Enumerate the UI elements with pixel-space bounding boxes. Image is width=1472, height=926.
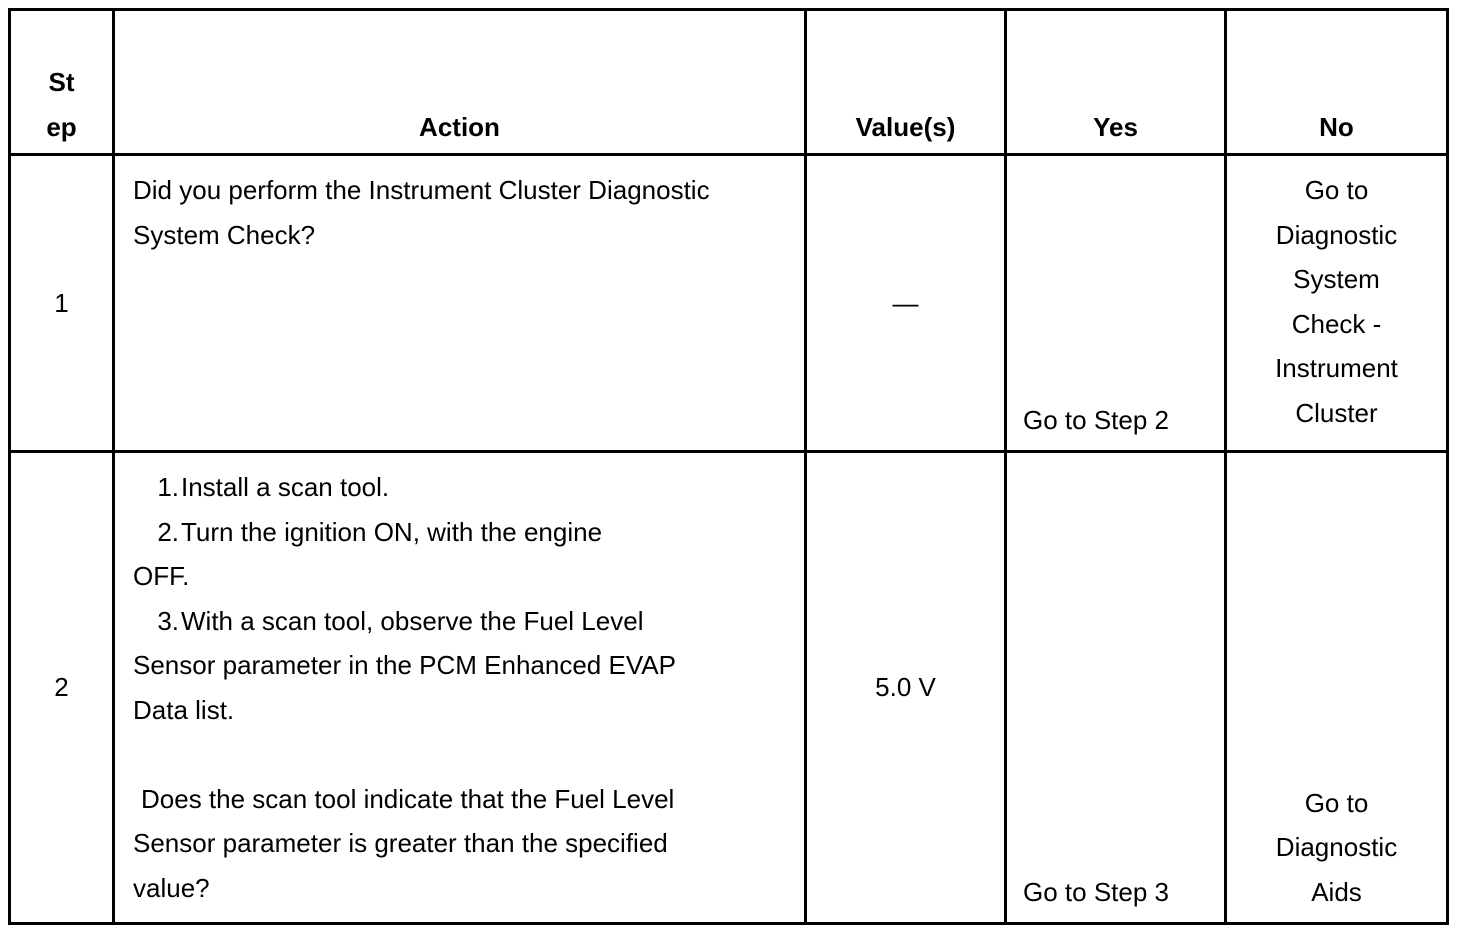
no-line: System xyxy=(1293,264,1380,294)
action-step-number: 2. xyxy=(157,516,179,547)
value-cell: 5.0 V xyxy=(806,452,1006,924)
no-line: Instrument xyxy=(1275,353,1398,383)
action-step-item xyxy=(133,510,794,555)
question-line: Sensor parameter is greater than the specified xyxy=(133,828,668,858)
header-step-line: St xyxy=(48,67,75,97)
table-row-step-2 xyxy=(10,452,1448,924)
no-line: Diagnostic xyxy=(1275,219,1398,250)
action-step-item xyxy=(133,465,794,510)
no-link-diagnostic-aids[interactable] xyxy=(1226,452,1448,924)
no-line: Go to xyxy=(1304,787,1369,818)
spacer xyxy=(133,732,794,777)
header-step xyxy=(10,10,114,155)
action-step-text: Turn the ignition ON, with the engine xyxy=(181,516,603,547)
step-number: 2 xyxy=(10,452,114,924)
yes-link-step-2[interactable]: Go to Step 2 xyxy=(1006,155,1226,452)
header-action: Action xyxy=(114,10,806,155)
question-line: value? xyxy=(133,872,210,903)
no-line: Cluster xyxy=(1295,397,1378,428)
header-no: No xyxy=(1226,10,1448,155)
action-step-text: With a scan tool, observe the Fuel Level xyxy=(181,605,644,636)
table-row-step-1 xyxy=(10,155,1448,452)
action-step-number: 1. xyxy=(157,472,179,502)
action-cell xyxy=(114,452,806,924)
header-step-line: ep xyxy=(46,111,77,142)
action-step-continuation: Data list. xyxy=(133,694,235,725)
header-row xyxy=(10,10,1448,155)
action-line: System Check? xyxy=(133,219,316,250)
no-line: Check - xyxy=(1291,308,1382,339)
diagnostic-table xyxy=(8,8,1449,925)
header-value: Value(s) xyxy=(806,10,1006,155)
step-number: 1 xyxy=(10,155,114,452)
no-line: Aids xyxy=(1311,876,1362,907)
no-text-block xyxy=(1227,781,1446,915)
action-cell xyxy=(114,155,806,452)
header-yes: Yes xyxy=(1006,10,1226,155)
action-line: Did you perform the Instrument Cluster Diagnostic xyxy=(133,175,710,205)
action-step-continuation: OFF. xyxy=(133,561,190,591)
action-step-text: Install a scan tool. xyxy=(181,472,390,502)
action-step-item xyxy=(133,599,794,644)
action-step-number: 3. xyxy=(157,605,179,636)
question-line: Does the scan tool indicate that the Fuel Level xyxy=(141,783,675,814)
no-line: Go to xyxy=(1304,175,1369,205)
yes-link-step-3[interactable]: Go to Step 3 xyxy=(1006,452,1226,924)
action-step-continuation: Sensor parameter in the PCM Enhanced EVAP xyxy=(133,650,676,680)
no-line: Diagnostic xyxy=(1275,832,1398,862)
no-link-diagnostic-system-check[interactable] xyxy=(1226,155,1448,452)
value-cell: — xyxy=(806,155,1006,452)
